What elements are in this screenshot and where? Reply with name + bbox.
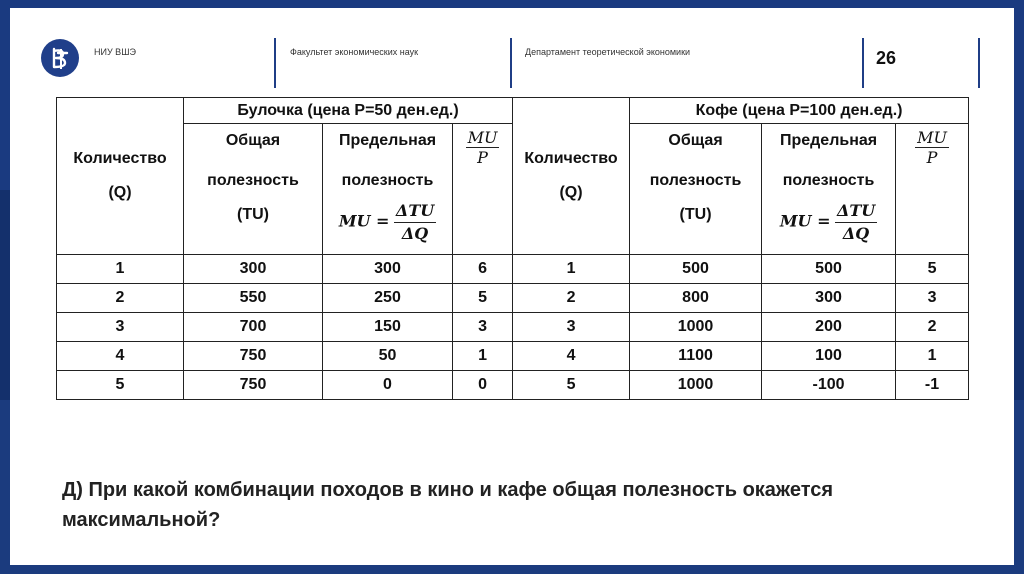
cell-total-utility-bun: 300 [184,255,323,284]
divider [274,38,276,88]
cell-qty-bun: 5 [57,371,184,400]
cell-mu-per-price-bun: 0 [453,371,513,400]
qty-header-coffee: Количество (Q) [513,98,630,255]
cell-qty-coffee: 4 [513,342,630,371]
divider [510,38,512,88]
table-row [57,284,969,313]
cell-total-utility-bun: 750 [184,342,323,371]
utility-table [56,97,969,400]
org-name: НИУ ВШЭ [94,47,136,57]
page-number: 26 [876,48,897,68]
mu-per-price-header-coffee: $\frac{MU}{P}$ [896,124,969,255]
bun-group-header: Булочка (цена Р=50 ден.ед.) [184,98,513,124]
cell-mu-per-price-bun: 5 [453,284,513,313]
cell-total-utility-coffee: 1000 [630,371,762,400]
total-utility-header-bun: Общая полезность (TU) [184,124,323,255]
cell-mu-per-price-coffee: 1 [896,342,969,371]
cell-mu-per-price-coffee: 3 [896,284,969,313]
cell-total-utility-bun: 700 [184,313,323,342]
faculty-name: Факультет экономических наук [290,47,419,57]
cell-total-utility-bun: 550 [184,284,323,313]
cell-marginal-utility-coffee: 300 [762,284,896,313]
cell-marginal-utility-bun: 0 [323,371,453,400]
cell-marginal-utility-bun: 150 [323,313,453,342]
table-row [57,313,969,342]
cell-marginal-utility-bun: 300 [323,255,453,284]
cell-qty-bun: 1 [57,255,184,284]
divider [862,38,864,88]
cell-qty-coffee: 1 [513,255,630,284]
cell-marginal-utility-bun: 50 [323,342,453,371]
table-row [57,342,969,371]
cell-marginal-utility-bun: 250 [323,284,453,313]
coffee-group-header: Кофе (цена Р=100 ден.ед.) [630,98,969,124]
hse-logo-icon [41,39,79,77]
cell-marginal-utility-coffee: 200 [762,313,896,342]
cell-qty-bun: 2 [57,284,184,313]
cell-qty-bun: 3 [57,313,184,342]
cell-mu-per-price-bun: 6 [453,255,513,284]
cell-mu-per-price-bun: 1 [453,342,513,371]
cell-qty-coffee: 3 [513,313,630,342]
table-row [57,255,969,284]
cell-marginal-utility-coffee: -100 [762,371,896,400]
cell-mu-per-price-coffee: 2 [896,313,969,342]
cell-marginal-utility-coffee: 100 [762,342,896,371]
cell-qty-coffee: 2 [513,284,630,313]
table-row [57,371,969,400]
cell-mu-per-price-coffee: 5 [896,255,969,284]
cell-total-utility-coffee: 800 [630,284,762,313]
cell-mu-per-price-coffee: -1 [896,371,969,400]
cell-marginal-utility-coffee: 500 [762,255,896,284]
cell-total-utility-coffee: 1000 [630,313,762,342]
mu-per-price-header-bun: $\frac{MU}{P}$ [453,124,513,255]
marginal-utility-header-bun: Предельная полезность MU = $\frac{\text{ΔTU}}{\Delta Q}$ [323,124,453,255]
qty-header-bun: Количество (Q) [57,98,184,255]
question-text: Д) При какой комбинации походов в кино и кафе общая полезность окажется максимальной? [62,479,834,531]
divider [978,38,980,88]
cell-qty-coffee: 5 [513,371,630,400]
cell-total-utility-coffee: 500 [630,255,762,284]
cell-total-utility-bun: 750 [184,371,323,400]
total-utility-header-coffee: Общая полезность (TU) [630,124,762,255]
cell-total-utility-coffee: 1100 [630,342,762,371]
cell-qty-bun: 4 [57,342,184,371]
cell-mu-per-price-bun: 3 [453,313,513,342]
slide [10,8,1014,565]
marginal-utility-header-coffee: Предельная полезность MU = $\frac{\text{ΔTU}}{\Delta Q}$ [762,124,896,255]
department-name: Департамент теоретической экономики [525,47,691,57]
